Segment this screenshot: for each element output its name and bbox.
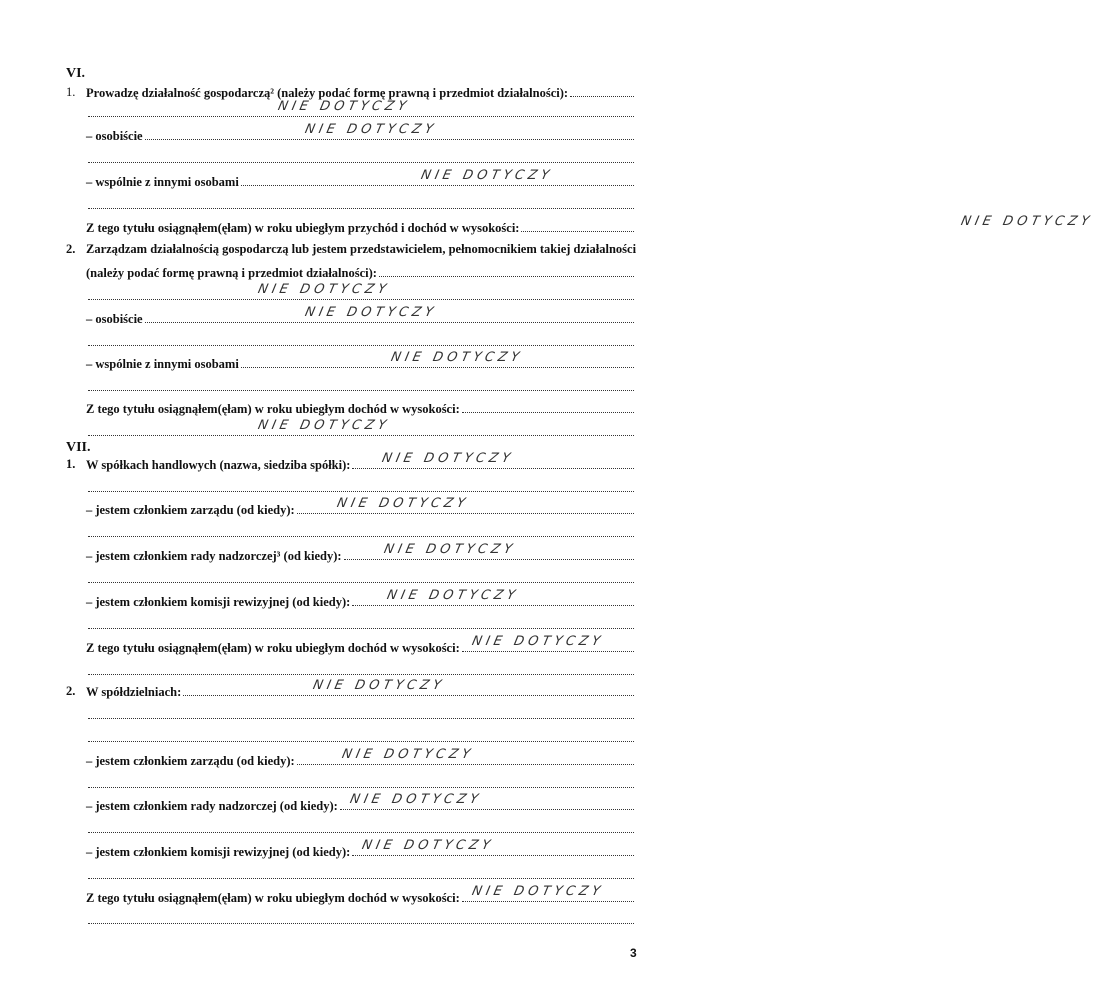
dotted-fill-line: [462, 634, 634, 652]
handwritten-answer: NIE DOTYCZY: [256, 418, 392, 433]
dotted-fill-line: [88, 866, 634, 879]
field-label: – wspólnie z innymi osobami: [86, 175, 239, 189]
field-label: – jestem członkiem zarządu (od kiedy):: [86, 754, 295, 768]
dotted-fill-line: [297, 496, 634, 514]
form-line: [66, 838, 634, 859]
line-content: [86, 747, 634, 769]
line-content: [86, 196, 634, 211]
page-number: 3: [630, 946, 637, 960]
form-line: [66, 241, 637, 257]
field-label: – jestem członkiem zarządu (od kiedy):: [86, 503, 295, 517]
form-line: [66, 150, 634, 166]
handwritten-answer: NIE DOTYCZY: [256, 282, 392, 297]
form-line: [66, 706, 634, 722]
line-content: [86, 479, 634, 494]
dotted-fill-line: [241, 350, 634, 368]
form-line: [66, 588, 634, 609]
handwritten-answer: NIE DOTYCZY: [335, 496, 471, 511]
form-line: [66, 333, 634, 349]
handwritten-answer: NIE DOTYCZY: [389, 350, 525, 365]
field-label: – jestem członkiem rady nadzorczej (od kiedy):: [86, 799, 338, 813]
form-line: [66, 214, 1095, 235]
handwritten-answer: NIE DOTYCZY: [303, 122, 439, 137]
field-label: – jestem członkiem komisji rewizyjnej (od kiedy):: [86, 845, 351, 859]
handwritten-answer: NIE DOTYCZY: [419, 168, 555, 183]
line-content: [86, 588, 634, 610]
line-content: [86, 264, 634, 281]
line-content: [86, 418, 634, 438]
section-heading-vii: VII.: [66, 440, 91, 455]
line-content: [86, 524, 634, 539]
form-line: [66, 378, 634, 394]
line-content: [86, 838, 634, 860]
section-heading-vi: VI.: [66, 66, 86, 81]
dotted-fill-line: [145, 122, 634, 140]
form-line: [66, 122, 634, 143]
line-content: [86, 570, 634, 585]
dotted-fill-line: [352, 451, 634, 469]
line-content: [86, 451, 634, 473]
line-content: [86, 378, 634, 393]
handwritten-answer: NIE DOTYCZY: [276, 99, 412, 114]
field-label: – jestem członkiem komisji rewizyjnej (od kiedy):: [86, 595, 351, 609]
dotted-fill-line: [88, 570, 634, 583]
dotted-fill-line: [570, 84, 634, 97]
item-number: 1.: [66, 457, 76, 471]
handwritten-answer: NIE DOTYCZY: [470, 884, 606, 899]
handwritten-answer: NIE DOTYCZY: [385, 588, 521, 603]
form-line: [66, 524, 634, 540]
dotted-fill-line: [521, 214, 1095, 232]
line-content: [86, 729, 634, 744]
form-line: [66, 99, 634, 120]
field-label: – wspólnie z innymi osobami: [86, 357, 239, 371]
dotted-fill-line: [88, 616, 634, 629]
line-content: [86, 122, 634, 144]
handwritten-answer: NIE DOTYCZY: [360, 838, 496, 853]
line-content: [86, 884, 634, 906]
form-line: [66, 84, 634, 100]
line-content: [86, 241, 637, 257]
dotted-fill-line: [88, 378, 634, 391]
form-line: [66, 400, 634, 416]
form-line: [66, 866, 634, 882]
form-line: [66, 305, 634, 326]
form-line: [66, 884, 634, 905]
form-line: [66, 451, 634, 472]
field-label: – osobiście: [86, 312, 143, 326]
form-line: [66, 820, 634, 836]
handwritten-answer: NIE DOTYCZY: [311, 678, 447, 693]
dotted-fill-line: [297, 747, 634, 765]
dotted-fill-line: [88, 282, 634, 300]
handwritten-answer: NIE DOTYCZY: [470, 634, 606, 649]
line-content: [86, 350, 634, 372]
dotted-fill-line: [88, 706, 634, 719]
form-line: [66, 729, 634, 745]
field-label: W spółkach handlowych (nazwa, siedziba spółki):: [86, 458, 351, 472]
line-content: [86, 820, 634, 835]
line-content: [86, 911, 634, 926]
dotted-fill-line: [88, 729, 634, 742]
form-line: [66, 616, 634, 632]
field-label: Z tego tytułu osiągnąłem(ęłam) w roku ubiegłym dochód w wysokości:: [86, 891, 460, 905]
dotted-fill-line: [88, 333, 634, 346]
dotted-fill-line: [88, 196, 634, 209]
dotted-fill-line: [88, 820, 634, 833]
form-line: [66, 264, 634, 280]
handwritten-answer: NIE DOTYCZY: [380, 451, 516, 466]
dotted-fill-line: [88, 99, 634, 117]
field-label: Z tego tytułu osiągnąłem(ęłam) w roku ubiegłym przychód i dochód w wysokości:: [86, 221, 520, 235]
dotted-fill-line: [241, 168, 634, 186]
form-line: [66, 168, 634, 189]
field-label: Prowadzę działalność gospodarczą² (należy podać formę prawną i przedmiot działalności):: [86, 86, 569, 100]
line-content: [86, 305, 634, 327]
line-content: [86, 168, 634, 190]
dotted-fill-line: [344, 542, 634, 560]
field-label: Z tego tytułu osiągnąłem(ęłam) w roku ubiegłym dochód w wysokości:: [86, 402, 460, 416]
dotted-fill-line: [352, 838, 634, 856]
dotted-fill-line: [145, 305, 634, 323]
form-line: [66, 775, 634, 791]
line-content: [86, 866, 634, 881]
item-number: 2.: [66, 684, 76, 698]
dotted-fill-line: [462, 884, 634, 902]
dotted-fill-line: [88, 775, 634, 788]
line-content: [86, 634, 634, 656]
line-content: [86, 400, 634, 417]
form-line: [66, 196, 634, 212]
item-number: 2.: [66, 242, 76, 256]
field-label: – jestem członkiem rady nadzorczej³ (od kiedy):: [86, 549, 342, 563]
form-line: [66, 911, 634, 927]
line-content: [86, 775, 634, 790]
form-line: [66, 542, 634, 563]
handwritten-answer: NIE DOTYCZY: [382, 542, 517, 557]
line-content: [86, 616, 634, 631]
form-line: [66, 792, 634, 813]
line-content: [86, 792, 634, 814]
dotted-fill-line: [88, 418, 634, 436]
form-line: [66, 747, 634, 768]
line-content: [86, 333, 634, 348]
form-line: [66, 662, 634, 678]
dotted-fill-line: [88, 150, 634, 163]
line-content: [86, 99, 634, 119]
field-label: (należy podać formę prawną i przedmiot działalności):: [86, 266, 377, 280]
field-label: Z tego tytułu osiągnąłem(ęłam) w roku ubiegłym dochód w wysokości:: [86, 641, 460, 655]
dotted-fill-line: [462, 400, 634, 413]
line-content: [86, 150, 634, 165]
dotted-fill-line: [352, 588, 634, 606]
field-label: W spółdzielniach:: [86, 685, 182, 699]
line-content: [86, 706, 634, 721]
line-content: [86, 662, 634, 677]
dotted-fill-line: [88, 911, 634, 924]
dotted-fill-line: [88, 524, 634, 537]
line-content: [86, 678, 634, 700]
line-content: [86, 282, 634, 302]
handwritten-answer: NIE DOTYCZY: [959, 214, 1095, 229]
handwritten-answer: NIE DOTYCZY: [348, 792, 484, 807]
line-content: [86, 214, 1095, 236]
form-line: [66, 418, 634, 439]
field-label: Zarządzam działalnością gospodarczą lub jestem przedstawicielem, pełnomocnikiem takiej działalności: [86, 242, 637, 256]
item-number: 1.: [66, 85, 76, 99]
dotted-fill-line: [379, 264, 634, 277]
dotted-fill-line: [88, 479, 634, 492]
form-line: [66, 570, 634, 586]
form-line: [66, 282, 634, 303]
dotted-fill-line: [340, 792, 634, 810]
form-line: [66, 634, 634, 655]
form-line: [66, 350, 634, 371]
handwritten-answer: NIE DOTYCZY: [340, 747, 476, 762]
form-line: [66, 479, 634, 495]
line-content: [86, 496, 634, 518]
handwritten-answer: NIE DOTYCZY: [303, 305, 439, 320]
line-content: [86, 542, 634, 564]
field-label: – osobiście: [86, 129, 143, 143]
form-line: [66, 496, 634, 517]
dotted-fill-line: [183, 678, 634, 696]
dotted-fill-line: [88, 662, 634, 675]
form-line: [66, 678, 634, 699]
